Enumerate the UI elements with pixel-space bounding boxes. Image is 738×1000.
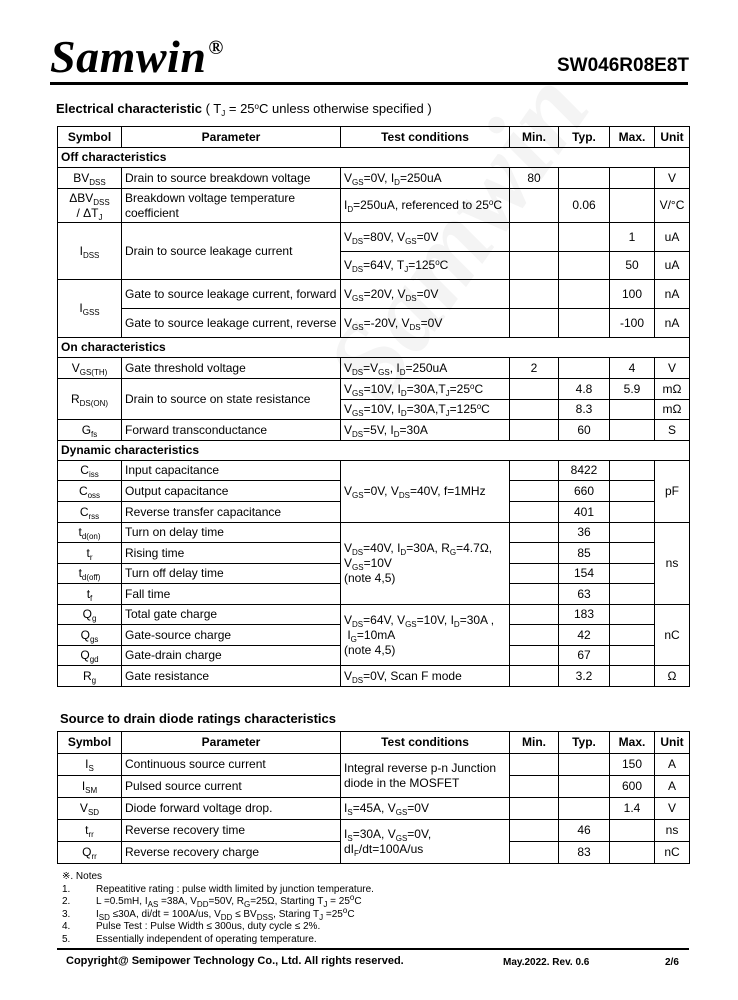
symbol: $I_{GSS}$ — [58, 280, 122, 338]
max: 100 — [610, 280, 655, 309]
typ: 60 — [559, 420, 610, 441]
min: 2 — [510, 358, 559, 379]
typ: 154 — [559, 564, 610, 584]
typ: 401 — [559, 502, 610, 523]
electrical-characteristics-table — [57, 126, 690, 687]
group-row-dynamic: Dynamic characteristics — [58, 441, 690, 461]
notes — [62, 871, 374, 946]
parameter: Rising time — [122, 543, 341, 564]
parameter: Gate threshold voltage — [122, 358, 341, 379]
unit: pF — [655, 461, 690, 523]
group-row-on: On characteristics — [58, 338, 690, 358]
conditions: $V_{DS}=64V$, $V_{GS}=10V$, $I_D=30A$ , $I_G=10mA$ (note 4,5) — [341, 605, 510, 666]
parameter: Turn on delay time — [122, 523, 341, 543]
col-max: Max. — [610, 127, 655, 148]
typ: 85 — [559, 543, 610, 564]
min: 80 — [510, 168, 559, 189]
max: 1.4 — [610, 798, 655, 820]
symbol: $t_f$ — [58, 584, 122, 605]
parameter: Gate to source leakage current, forward — [122, 280, 341, 309]
unit: nC — [655, 842, 690, 864]
conditions: $V_{DS}=V_{GS}$, $I_D=250uA$ — [341, 358, 510, 379]
section-title-electrical: Electrical characteristic ( $T_J = 25^oC$ unless otherwise specified ) — [56, 101, 432, 118]
note-1: 1. Repeatitive rating : pulse width limited by junction temperature. — [62, 883, 374, 895]
typ: 42 — [559, 625, 610, 646]
parameter: Diode forward voltage drop. — [122, 798, 341, 820]
typ: 67 — [559, 646, 610, 666]
table-row — [58, 523, 690, 543]
col-unit: Unit — [655, 732, 690, 754]
col-unit: Unit — [655, 127, 690, 148]
brand-logo: Samwin ® — [50, 31, 224, 82]
symbol: $Q_{gd}$ — [58, 646, 122, 666]
col-max: Max. — [610, 732, 655, 754]
table-row — [58, 420, 690, 441]
symbol: $BV_{DSS}$ — [58, 168, 122, 189]
typ: 83 — [559, 842, 610, 864]
conditions: $V_{GS}=20V$, $V_{DS}=0V$ — [341, 280, 510, 309]
conditions: $V_{DS}=40V$, $I_D=30A$, $R_G=4.7\Omega$, $V_{GS}=10V$ (note 4,5) — [341, 523, 510, 605]
symbol: $Q_g$ — [58, 605, 122, 625]
table-row — [58, 798, 690, 820]
symbol: $V_{GS(TH)}$ — [58, 358, 122, 379]
parameter: Gate-drain charge — [122, 646, 341, 666]
symbol: $t_{rr}$ — [58, 820, 122, 842]
parameter: Gate resistance — [122, 666, 341, 687]
typ: 46 — [559, 820, 610, 842]
parameter: Drain to source breakdown voltage — [122, 168, 341, 189]
typ: 183 — [559, 605, 610, 625]
symbol: $I_{SM}$ — [58, 776, 122, 798]
parameter: Drain to source on state resistance — [122, 379, 341, 420]
symbol: $R_{DS(ON)}$ — [58, 379, 122, 420]
unit: nA — [655, 309, 690, 338]
unit: A — [655, 776, 690, 798]
unit: V — [655, 358, 690, 379]
unit: ns — [655, 820, 690, 842]
notes-title: ※. Notes — [62, 871, 103, 882]
unit: nA — [655, 280, 690, 309]
typ: 8.3 — [559, 400, 610, 420]
group-row-off: Off characteristics — [58, 148, 690, 168]
unit: A — [655, 754, 690, 776]
table-row — [58, 605, 690, 625]
table-row — [58, 820, 690, 842]
table-row — [58, 461, 690, 481]
typ: 63 — [559, 584, 610, 605]
symbol: $C_{iss}$ — [58, 461, 122, 481]
revision: May.2022. Rev. 0.6 — [503, 957, 590, 968]
unit: nC — [655, 605, 690, 666]
table-row — [58, 223, 690, 252]
max: -100 — [610, 309, 655, 338]
unit: uA — [655, 252, 690, 280]
table-row — [58, 168, 690, 189]
symbol: $C_{rss}$ — [58, 502, 122, 523]
conditions: $V_{GS}=-20V$, $V_{DS}=0V$ — [341, 309, 510, 338]
symbol: $t_r$ — [58, 543, 122, 564]
symbol: $V_{SD}$ — [58, 798, 122, 820]
note-3: 3. $I_{SD} \le 30A$, di/dt = 100A/us, $V_{DD} \le BV_{DSS}$, Staring $T_J =25^oC$ — [62, 905, 355, 922]
symbol: $t_{d(off)}$ — [58, 564, 122, 584]
header-rule — [50, 82, 688, 85]
parameter: Pulsed source current — [122, 776, 341, 798]
table-header-row — [58, 732, 690, 754]
parameter: Output capacitance — [122, 481, 341, 502]
symbol: $I_{DSS}$ — [58, 223, 122, 280]
note-2: 2. L =0.5mH, $I_{AS} =38A$, $V_{DD}=50V$, $R_G=25\Omega$, Starting $T_J = 25^oC$ — [62, 893, 362, 909]
symbol: $C_{oss}$ — [58, 481, 122, 502]
parameter: Gate-source charge — [122, 625, 341, 646]
symbol: $Q_{rr}$ — [58, 842, 122, 864]
col-test-conditions: Test conditions — [341, 732, 510, 754]
page-number: 2/6 — [665, 957, 679, 968]
col-min: Min. — [510, 127, 559, 148]
conditions: $V_{DS}=80V$, $V_{GS}=0V$ — [341, 223, 510, 252]
conditions: Integral reverse p-n Junction diode in the MOSFET — [341, 754, 510, 798]
copyright: Copyright@ Semipower Technology Co., Ltd. All rights reserved. — [66, 955, 404, 967]
parameter: Breakdown voltage temperature coefficient — [122, 189, 341, 223]
parameter: Reverse transfer capacitance — [122, 502, 341, 523]
conditions: $V_{GS}=0V$, $V_{DS}=40V$, f=1MHz — [341, 461, 510, 523]
part-number: SW046R08E8T — [556, 55, 689, 76]
table-row — [58, 379, 690, 400]
table-row — [58, 754, 690, 776]
note-4: 4. Pulse Test : Pulse Width ≤ 300us, duty cycle ≤ 2%. — [62, 921, 321, 932]
symbol: $\Delta BV_{DSS}$ / $\Delta T_J$ — [58, 189, 122, 223]
conditions: $V_{DS}=0V$, Scan F mode — [341, 666, 510, 687]
col-min: Min. — [510, 732, 559, 754]
col-symbol: Symbol — [58, 127, 122, 148]
unit: ns — [655, 523, 690, 605]
symbol: $G_{fs}$ — [58, 420, 122, 441]
symbol: $Q_{gs}$ — [58, 625, 122, 646]
parameter: Continuous source current — [122, 754, 341, 776]
col-test-conditions: Test conditions — [341, 127, 510, 148]
conditions: $V_{DS}=64V$, $T_J=125^oC$ — [341, 252, 510, 280]
table-row — [58, 666, 690, 687]
typ: 0.06 — [559, 189, 610, 223]
col-parameter: Parameter — [122, 732, 341, 754]
conditions: $I_S=45A$, $V_{GS}=0V$ — [341, 798, 510, 820]
conditions: $V_{DS}=5V$, $I_D=30A$ — [341, 420, 510, 441]
conditions: $I_D=250uA$, referenced to 25$^o$C — [341, 189, 510, 223]
diode-ratings-table — [57, 731, 690, 864]
conditions: $V_{GS}=0V$, $I_D=250uA$ — [341, 168, 510, 189]
symbol: $R_g$ — [58, 666, 122, 687]
parameter: Total gate charge — [122, 605, 341, 625]
conditions: $V_{GS}=10V$, $I_D=30A,T_J=25^oC$ — [341, 379, 510, 400]
unit: mΩ — [655, 379, 690, 400]
parameter: Turn off delay time — [122, 564, 341, 584]
typ: 4.8 — [559, 379, 610, 400]
parameter: Forward transconductance — [122, 420, 341, 441]
symbol: $I_S$ — [58, 754, 122, 776]
footer-rule — [57, 948, 689, 950]
conditions: $I_S=30A$, $V_{GS}=0V$, $dI_F/dt=100A/us$ — [341, 820, 510, 864]
parameter: Gate to source leakage current, reverse — [122, 309, 341, 338]
unit: V — [655, 168, 690, 189]
parameter: Input capacitance — [122, 461, 341, 481]
parameter: Fall time — [122, 584, 341, 605]
unit: S — [655, 420, 690, 441]
table-header-row — [58, 127, 690, 148]
table-row — [58, 309, 690, 338]
typ: 8422 — [559, 461, 610, 481]
unit: V — [655, 798, 690, 820]
section-title-diode: Source to drain diode ratings characteristics — [60, 711, 336, 726]
max: 50 — [610, 252, 655, 280]
max: 5.9 — [610, 379, 655, 400]
max: 1 — [610, 223, 655, 252]
typ: 36 — [559, 523, 610, 543]
typ: 3.2 — [559, 666, 610, 687]
table-row — [58, 189, 690, 223]
max: 150 — [610, 754, 655, 776]
max: 4 — [610, 358, 655, 379]
max: 600 — [610, 776, 655, 798]
parameter: Reverse recovery charge — [122, 842, 341, 864]
unit: V/°C — [655, 189, 690, 223]
table-row — [58, 280, 690, 309]
table-row — [58, 358, 690, 379]
unit: uA — [655, 223, 690, 252]
conditions: $V_{GS}=10V$, $I_D=30A,T_J=125^oC$ — [341, 400, 510, 420]
typ: 660 — [559, 481, 610, 502]
unit: Ω — [655, 666, 690, 687]
col-parameter: Parameter — [122, 127, 341, 148]
unit: mΩ — [655, 400, 690, 420]
note-5: 5. Essentially independent of operating temperature. — [62, 933, 317, 945]
parameter: Drain to source leakage current — [122, 223, 341, 280]
col-typ: Typ. — [559, 732, 610, 754]
parameter: Reverse recovery time — [122, 820, 341, 842]
symbol: $t_{d(on)}$ — [58, 523, 122, 543]
col-typ: Typ. — [559, 127, 610, 148]
col-symbol: Symbol — [58, 732, 122, 754]
